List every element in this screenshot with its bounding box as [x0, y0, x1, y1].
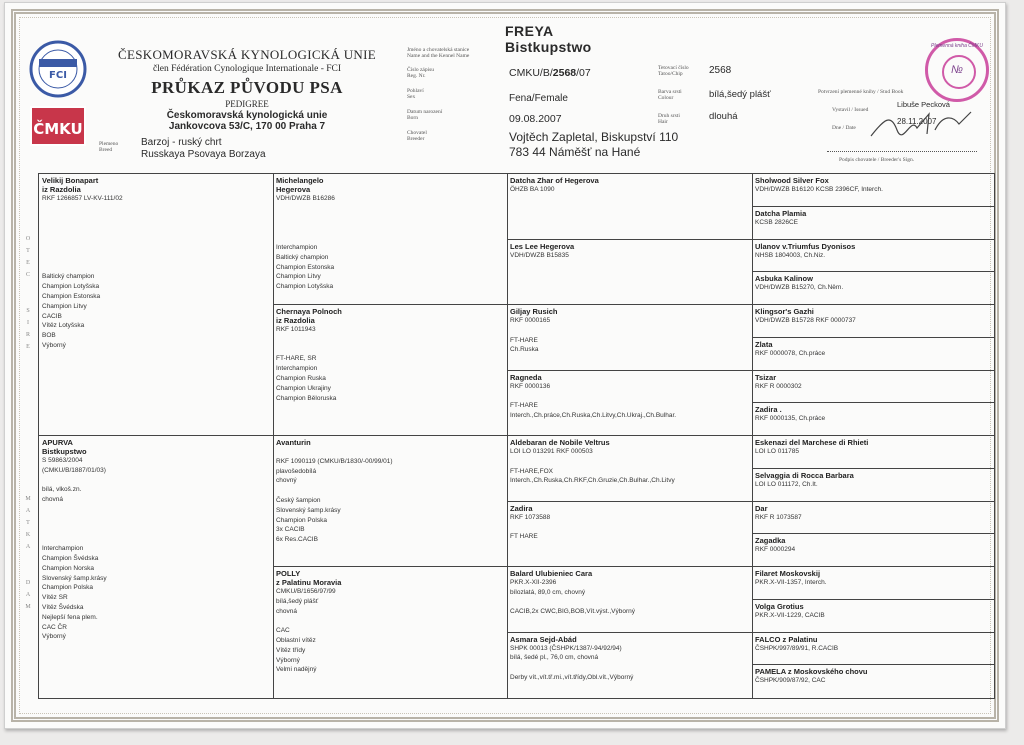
- generation-1-ancestor-cell: [39, 436, 273, 698]
- generation-4-ancestor-cell: [752, 338, 994, 371]
- ancestor-details: SHPK 00013 (ČSHPK/1387/-94/92/94) bílá, šedé pl., 76,0 cm, chovná Derby vít.,vít.tř.mi.,vít.třídy,Obl.vít.,Výborný: [510, 644, 634, 681]
- ancestor-name: Ulanov v.Triumfus Dyonisos: [755, 241, 856, 251]
- ancestor-name: Giljay Rusich: [510, 307, 558, 316]
- ancestor-details: LOI LO 013291 RKF 000503 FT-HARE,FOX Interch.,Ch.Ruska,Ch.RKF,Ch.Gruzie,Ch.Bulhar.,Ch.Litvy: [510, 448, 675, 485]
- ancestor-name: Les Lee Hegerova: [510, 241, 575, 251]
- colour-label: Barva srsti: [658, 89, 682, 95]
- ancestor-name: PAMELA z Moskovského chovu: [755, 667, 868, 677]
- tattoo-label-block: [658, 65, 689, 77]
- ancestor-details: PKR.X-VII-1357, Interch.: [755, 579, 827, 586]
- ancestor-name: Aldebaran de Nobile Veltrus: [510, 438, 610, 447]
- breeder-line1: Vojtěch Zapletal, Biskupství 110: [509, 130, 679, 144]
- hair-value: dlouhá: [709, 111, 738, 122]
- name-label: Jméno a chovatelská stanice: [407, 47, 470, 53]
- ancestor-name: Ragneda: [510, 372, 542, 382]
- cmku-fci-logo: [27, 39, 89, 151]
- ancestor-details: NHSB 1804003, Ch.Niz.: [755, 251, 826, 259]
- ancestor-name: Asbuka Kalinow: [755, 274, 813, 284]
- ancestor-details: RKF 0000294: [755, 546, 796, 554]
- ancestor-details: CMKU/B/1656/97/99 bílá,šedý plášť chovná CAC Oblastní vítěz Vítěz třídy Výborný Velmi nadějný: [276, 588, 336, 674]
- ancestor-name: Velikij Bonapart iz Razdolia: [42, 176, 99, 194]
- generation-4-ancestor-cell: [752, 469, 994, 502]
- ancestor-name: Asmara Sejd-Abád: [510, 634, 577, 644]
- ancestor-details: RKF 1011943 FT-HARE, SR Interchampion Champion Ruska Champion Ukrajiny Champion Běloruska: [276, 326, 337, 402]
- generation-3-ancestor-cell: [507, 240, 752, 306]
- generation-3-ancestor-cell: [507, 633, 752, 699]
- generation-3-ancestor-cell: [507, 567, 752, 633]
- generation-4-ancestor-cell: [752, 633, 994, 666]
- sex-label: Pohlaví: [407, 88, 424, 94]
- ancestor-details: RKF 0000136 FT-HARE Interch.,Ch.práce,Ch.Ruska,Ch.Litvy,Ch.Ukraj.,Ch.Bulhar.: [510, 382, 677, 419]
- ancestor-details: RKF R 0000302: [755, 382, 802, 390]
- ancestor-details: ČSHPK/997/89/91, R.CACIB: [755, 644, 839, 652]
- breed-label: Plemeno: [99, 141, 119, 147]
- generation-4-ancestor-cell: [752, 272, 994, 305]
- ancestor-name: FALCO z Palatinu: [755, 634, 818, 644]
- dog-name-block: [505, 23, 592, 55]
- generation-3-ancestor-cell: [507, 371, 752, 437]
- generation-4-ancestor-cell: [752, 600, 994, 633]
- generation-2-ancestor-cell: [273, 174, 507, 305]
- reg-suffix: /07: [576, 67, 591, 79]
- ancestor-name: Avanturin: [276, 438, 311, 447]
- colour-label-block: [658, 89, 682, 101]
- stamp-number: №: [951, 64, 963, 76]
- ancestor-details: LOI LO 011172, Ch.It.: [755, 480, 818, 488]
- generation-4-ancestor-cell: [752, 436, 994, 469]
- tattoo-label-en: Tatoo/Chip: [658, 71, 683, 77]
- ancestor-name: Sholwood Silver Fox: [755, 176, 829, 185]
- generation-2-ancestor-cell: [273, 305, 507, 436]
- ancestor-details: S 59863/2004 (CMKU/B/1887/01/03) bílá, vlkoš.zn. chovná Interchampion Champion Švédska Champion Norska Slovenský šamp.krásy Champion Polska Vítěz SR Vítěz Švédska Nejlepší fena plem. CAC ČR Výborný: [42, 457, 107, 641]
- ancestor-details: ÖHZB BA 1090: [510, 186, 555, 193]
- stamp-text: Plemenná kniha ČMKU: [931, 43, 983, 49]
- field-labels: [407, 47, 469, 142]
- ancestor-name: Datcha Plamia: [755, 208, 807, 218]
- reg-number: 2568: [552, 67, 577, 79]
- colour-label-en: Colour: [658, 95, 674, 101]
- ancestor-details: PKR.X-VII-1229, CACIB: [755, 611, 825, 619]
- doc-title: PRŮKAZ PŮVODU PSA: [151, 78, 343, 97]
- sire-side-label: O T E C S I R E: [25, 236, 31, 350]
- ancestor-details: VDH/DWZB B16286 Interchampion Baltický champion Champion Estonska Champion Litvy Champion Lotyšska: [276, 195, 335, 291]
- generation-4-column: [752, 174, 994, 698]
- ancestor-name: Zagadka: [755, 536, 786, 546]
- org-name: ČESKOMORAVSKÁ KYNOLOGICKÁ UNIE: [118, 47, 376, 62]
- generation-3-ancestor-cell: [507, 436, 752, 502]
- ancestor-name: Dar: [755, 503, 768, 513]
- generation-1-ancestor-cell: [39, 174, 273, 436]
- tattoo-value: 2568: [709, 65, 732, 76]
- signature-line: [827, 151, 977, 152]
- hair-label: Druh srsti: [658, 113, 680, 119]
- org-block: [117, 47, 377, 132]
- breeder-label: Chovatel: [407, 130, 427, 136]
- breeder-label-en: Breeder: [407, 136, 425, 142]
- breed-label-block: [99, 141, 118, 153]
- ancestor-name: Zadira .: [755, 405, 782, 415]
- logo-cmku-text: ČMKU: [33, 120, 83, 138]
- generation-4-ancestor-cell: [752, 665, 994, 698]
- studbook-label: [818, 89, 903, 95]
- reg-number-value: [509, 67, 591, 79]
- ancestor-details: VDH/DWZB B15835: [510, 251, 569, 259]
- dam-side-label: M A T K A D A M: [25, 496, 31, 610]
- reg-label: Číslo zápisu: [407, 67, 435, 73]
- ancestor-details: RKF 1073588 FT HARE: [510, 513, 551, 541]
- hair-label-en: Hair: [658, 119, 668, 125]
- breeder-line2: 783 44 Náměšť na Hané: [509, 145, 641, 159]
- ancestor-name: Chernaya Polnoch iz Razdolia: [276, 307, 342, 325]
- ancestor-name: Michelangelo Hegerova: [276, 176, 324, 194]
- reg-prefix: CMKU/B/: [509, 67, 553, 79]
- breed-value: [141, 137, 266, 161]
- issued-block: [832, 103, 868, 113]
- studbook-stamp: [925, 38, 989, 102]
- generation-4-ancestor-cell: [752, 207, 994, 240]
- ancestor-details: VDH/DWZB B15728 RKF 0000737: [755, 317, 856, 324]
- ancestor-name: Zadira: [510, 503, 533, 513]
- issued-label: Vystavil / Issued: [832, 107, 869, 113]
- ancestor-name: Zlata: [755, 339, 773, 349]
- generation-4-ancestor-cell: [752, 403, 994, 436]
- generation-4-ancestor-cell: [752, 534, 994, 567]
- ancestor-name: Datcha Zhar of Hegerova: [510, 176, 599, 185]
- issued-by: Libuše Pecková: [897, 100, 950, 109]
- ancestor-details: RKF 1090119 (CMKU/B/1830/-00/99/01) plavošedobílá chovný Český šampion Slovenský šamp.krásy Champion Polska 3x CACIB 6x Res.CACIB: [276, 457, 393, 544]
- registrar-signature: [867, 110, 977, 142]
- generation-3-ancestor-cell: [507, 174, 752, 240]
- ancestor-name: Volga Grotius: [755, 601, 804, 611]
- dog-name: FREYA: [505, 23, 554, 39]
- doc-subtitle: PEDIGREE: [225, 99, 269, 109]
- born-label-en: Born: [407, 115, 418, 121]
- ancestor-details: LOI LO 011785: [755, 448, 799, 455]
- hair-label-block: [658, 113, 680, 125]
- date-label: Dne / Date: [832, 125, 856, 131]
- generation-1-column: [39, 174, 274, 698]
- generation-4-ancestor-cell: [752, 174, 994, 207]
- breed-ru: Russkaya Psovaya Borzaya: [141, 149, 266, 160]
- ancestor-name: Filaret Moskovskij: [755, 569, 821, 578]
- ancestor-details: VDH/DWZB B16120 KCSB 2396CF, Interch.: [755, 186, 883, 193]
- generation-3-ancestor-cell: [507, 502, 752, 568]
- ancestor-details: RKF R 1073587: [755, 513, 802, 521]
- ancestor-details: KCSB 2826CE: [755, 218, 798, 226]
- studbook-label-text: Potvrzení plemenné knihy / Stud Book: [818, 89, 904, 95]
- sex-value: Fena/Female: [509, 93, 568, 104]
- issuer-name: Českomoravská kynologická unie: [166, 110, 328, 121]
- ancestor-name: Balard Ulubieniec Cara: [510, 569, 593, 578]
- ancestor-name: Tsizar: [755, 372, 777, 382]
- breed-label-en: Breed: [99, 147, 113, 153]
- generation-4-ancestor-cell: [752, 567, 994, 600]
- tattoo-label: Tetovací číslo: [658, 65, 689, 71]
- generation-4-ancestor-cell: [752, 305, 994, 338]
- ancestor-name: APURVA Bistkupstwo: [42, 438, 87, 456]
- sex-label-en: Sex: [407, 94, 416, 100]
- issuer-address: Jankovcova 53/C, 170 00 Praha 7: [168, 121, 326, 132]
- ancestor-details: RKF 0000135, Ch.práce: [755, 415, 826, 423]
- ancestor-details: RKF 0000078, Ch.práce: [755, 349, 826, 357]
- breeder-value: [509, 130, 678, 160]
- generation-2-ancestor-cell: [273, 436, 507, 567]
- logo-fci-text: FCI: [49, 70, 67, 81]
- breeder-sign-block: [839, 153, 914, 163]
- generation-4-ancestor-cell: [752, 371, 994, 404]
- org-member: člen Fédération Cynologique Internationale - FCI: [152, 64, 342, 74]
- ancestor-name: Klingsor's Gazhi: [755, 307, 814, 316]
- generation-3-ancestor-cell: [507, 305, 752, 371]
- breeder-sign-label: Podpis chovatele / Breeder's Sign.: [839, 157, 915, 163]
- colour-value: bílá,šedý plášť: [709, 89, 771, 100]
- generation-3-column: [507, 174, 753, 698]
- ancestor-name: Selvaggia di Rocca Barbara: [755, 470, 854, 480]
- ancestor-details: RKF 0000165 FT-HARE Ch.Ruska: [510, 317, 551, 354]
- born-label: Datum narození: [407, 109, 443, 115]
- pedigree-certificate: [4, 2, 1006, 729]
- dog-kennel: Bistkupstwo: [505, 39, 592, 55]
- generation-2-column: [273, 174, 508, 698]
- generation-4-ancestor-cell: [752, 502, 994, 535]
- name-label-en: Name and the Kennel Name: [407, 53, 470, 59]
- ancestor-name: POLLY z Palatinu Moravia: [276, 569, 342, 587]
- pedigree-table: [38, 173, 995, 699]
- generation-2-ancestor-cell: [273, 567, 507, 698]
- ancestor-details: VDH/DWZB B15270, Ch.Něm.: [755, 284, 844, 292]
- ancestor-details: PKR.X-XII-2396 bílozlatá, 89,0 cm, chovný CACIB,2x CWC,BIG,BOB,Vít.výst.,Výborný: [510, 579, 635, 616]
- issue-date: 28.11.2007: [897, 117, 937, 126]
- ancestor-name: Eskenazi del Marchese di Rhieti: [755, 438, 869, 447]
- generation-4-ancestor-cell: [752, 240, 994, 273]
- born-value: 09.08.2007: [509, 113, 562, 125]
- ancestor-details: ČSHPK/909/87/92, CAC: [755, 677, 826, 685]
- ancestor-details: RKF 1266857 LV-KV-111/02 Baltický champion Champion Lotyšska Champion Estonska Champion Litvy CACIB Vítěz Lotyšska BOB Výborný: [42, 195, 123, 349]
- reg-label-en: Reg. Nr.: [407, 73, 426, 79]
- date-block: [832, 121, 856, 131]
- breed-cs: Barzoj - ruský chrt: [141, 137, 222, 148]
